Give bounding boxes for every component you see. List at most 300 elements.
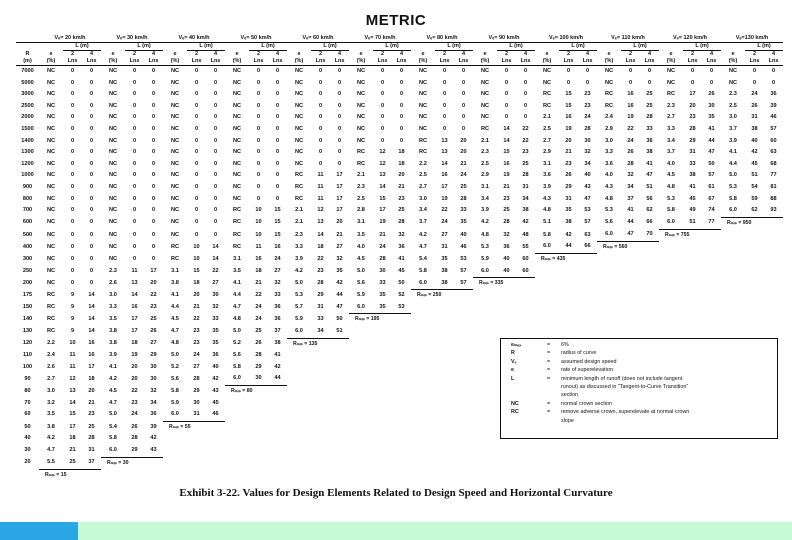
L4-value: 17 — [336, 207, 343, 214]
table-row — [16, 314, 783, 326]
empty-cell — [578, 445, 597, 457]
L4-value: 0 — [337, 137, 342, 144]
empty-cell — [311, 373, 330, 385]
empty-cell — [287, 421, 311, 433]
L4-value: 77 — [702, 217, 721, 229]
empty-cell — [578, 278, 597, 290]
table-row — [16, 254, 783, 266]
e-value: NC — [46, 279, 56, 286]
L4-value: 35 — [212, 340, 219, 347]
L4-value: 55 — [522, 243, 529, 250]
empty-cell — [659, 314, 683, 326]
L2-value: 0 — [380, 68, 385, 74]
empty-cell — [683, 445, 702, 457]
L4-value: 0 — [399, 102, 404, 109]
empty-cell — [435, 373, 454, 385]
empty-cell — [702, 241, 721, 253]
empty-cell — [702, 290, 721, 302]
L2-value: 10 — [193, 243, 200, 250]
L4-value: 42 — [522, 219, 529, 226]
e-value: 6.0 — [101, 445, 125, 457]
L4-value: 36 — [274, 304, 281, 311]
table-row — [16, 147, 783, 159]
L4-value: 33 — [646, 125, 653, 132]
empty-cell — [311, 398, 330, 410]
L4-value: 46 — [206, 409, 225, 421]
L4-value: 0 — [151, 68, 156, 74]
L4-value: 0 — [213, 172, 218, 179]
L4-value: 46 — [770, 114, 777, 121]
L4-value: 70 — [640, 229, 659, 241]
L2-value: 16 — [255, 255, 262, 262]
empty-cell — [473, 314, 497, 326]
L4-value: 0 — [213, 114, 218, 121]
L2-value: 44 — [559, 241, 578, 253]
empty-cell — [721, 457, 745, 469]
radius-cell: 1200 — [21, 160, 34, 167]
L2-value: 9 — [70, 292, 75, 299]
radius-cell: 1500 — [21, 125, 34, 132]
e-value: RC — [418, 137, 428, 144]
e-value: NC — [294, 160, 304, 167]
legend-item — [501, 384, 777, 392]
L2-value: 31 — [751, 114, 758, 121]
e-value: 2.3 — [729, 91, 737, 98]
L2-value: 0 — [70, 137, 75, 144]
empty-cell — [597, 469, 621, 481]
L2-value: 0 — [504, 102, 509, 109]
e-header-blank — [659, 43, 683, 51]
e-header-blank — [225, 43, 249, 51]
e-value: 3.9 — [481, 207, 489, 214]
lane-count: 2 — [256, 51, 261, 57]
L4-value: 57 — [454, 278, 473, 290]
L2-value: 21 — [379, 231, 386, 238]
L4-value: 0 — [275, 137, 280, 144]
e-value: 2.9 — [481, 172, 489, 179]
table-row — [16, 78, 783, 90]
L4-value: 47 — [584, 195, 591, 202]
L4-value: 32 — [212, 304, 219, 311]
e-value: NC — [170, 149, 180, 156]
empty-cell — [392, 457, 411, 469]
e-value: 4.7 — [171, 328, 179, 335]
L4-value: 15 — [274, 231, 281, 238]
speed-header: Vₑ= 110 km/h — [597, 35, 659, 43]
empty-cell — [702, 254, 721, 266]
L2-value: 0 — [690, 68, 695, 74]
empty-cell — [578, 326, 597, 338]
legend-equals: = — [547, 350, 551, 357]
e-value: 4.1 — [109, 363, 117, 370]
e-value: NC — [232, 149, 242, 156]
empty-cell — [249, 409, 268, 421]
empty-cell — [454, 398, 473, 410]
L4-value: 28 — [398, 219, 405, 226]
radius-cell: 3000 — [21, 91, 34, 98]
L2-value: 42 — [751, 149, 758, 156]
L2-value: 0 — [752, 68, 757, 74]
lane-count: 4 — [585, 51, 590, 57]
L4-value: 41 — [708, 125, 715, 132]
L4-value: 15 — [274, 207, 281, 214]
empty-cell — [392, 445, 411, 457]
L2-value: 0 — [70, 160, 75, 167]
L4-value: 25 — [150, 316, 157, 323]
lane-unit: Lns — [578, 58, 597, 66]
empty-cell — [392, 409, 411, 421]
empty-cell — [349, 373, 373, 385]
L2-value: 0 — [194, 195, 199, 202]
legend-equals: = — [547, 367, 551, 374]
L4-value: 38 — [274, 340, 281, 347]
e-value: NC — [108, 243, 118, 250]
e-value: 2.3 — [357, 183, 365, 190]
e-value: NC — [232, 160, 242, 167]
radius-cell: 5000 — [21, 79, 34, 86]
e-value: 5.2 — [233, 340, 241, 347]
lane-unit: Lns — [392, 58, 411, 66]
empty-cell — [659, 445, 683, 457]
lane-count: 2 — [628, 51, 633, 57]
lane-count: 2 — [70, 51, 75, 57]
L4-value: 36 — [646, 137, 653, 144]
empty-cell — [435, 338, 454, 350]
empty-cell — [330, 469, 349, 481]
L4-value: 25 — [88, 423, 95, 430]
L4-value: 45 — [398, 267, 405, 274]
L4-value: 36 — [274, 316, 281, 323]
L4-value: 42 — [150, 435, 157, 442]
L-header: L (m) — [187, 43, 225, 51]
e-value: NC — [108, 183, 118, 190]
lane-count: 4 — [213, 51, 218, 57]
e-header: e — [421, 50, 425, 57]
empty-cell — [497, 445, 516, 457]
L2-value: 0 — [70, 102, 75, 109]
L2-value: 0 — [132, 149, 137, 156]
L2-value: 0 — [752, 79, 757, 86]
L4-value: 0 — [213, 219, 218, 226]
e-value: NC — [480, 79, 490, 86]
e-value: 6.0 — [225, 373, 249, 385]
L4-value: 26 — [150, 328, 157, 335]
table-row — [16, 89, 783, 101]
L2-value: 0 — [70, 243, 75, 250]
L4-value: 57 — [460, 267, 467, 274]
L4-value: 60 — [522, 255, 529, 262]
empty-cell — [454, 314, 473, 326]
L4-value: 0 — [151, 195, 156, 202]
radius-cell — [16, 469, 39, 481]
table-row — [16, 278, 783, 290]
lane-unit: Lns — [640, 58, 659, 66]
L2-value: 0 — [380, 91, 385, 98]
empty-cell — [206, 457, 225, 469]
lane-count: 4 — [771, 51, 776, 57]
e-value: RC — [356, 160, 366, 167]
empty-cell — [163, 469, 187, 481]
empty-cell — [764, 254, 783, 266]
empty-cell — [497, 326, 516, 338]
e-value: 4.8 — [543, 207, 551, 214]
e-value: 2.5 — [543, 125, 551, 132]
L4-value: 35 — [460, 219, 467, 226]
e-value: NC — [46, 149, 56, 156]
empty-cell — [721, 254, 745, 266]
e-value: NC — [170, 114, 180, 121]
empty-cell — [764, 290, 783, 302]
L2-value: 0 — [442, 125, 447, 132]
empty-cell — [559, 326, 578, 338]
legend-item — [501, 359, 777, 367]
L2-value: 0 — [132, 172, 137, 179]
e-value: 4.2 — [481, 219, 489, 226]
L4-value: 60 — [770, 137, 777, 144]
lane-count: 2 — [380, 51, 385, 57]
empty-cell — [454, 433, 473, 445]
e-value: RC — [294, 183, 304, 190]
e-unit: (%) — [163, 58, 187, 66]
radius-cell: 900 — [22, 183, 33, 190]
e-value: 3.2 — [47, 399, 55, 406]
e-header: e — [483, 50, 487, 57]
L4-value: 20 — [336, 219, 343, 226]
e-value: 5.9 — [481, 255, 489, 262]
empty-cell — [745, 266, 764, 278]
e-value: NC — [480, 114, 490, 121]
e-value: RC — [170, 255, 180, 262]
e-value: 2.3 — [295, 231, 303, 238]
legend-symbol: NC — [511, 400, 519, 407]
L2-value: 16 — [503, 160, 510, 167]
L2-value: 9 — [70, 304, 75, 311]
L2-value: 0 — [70, 79, 75, 86]
table-row — [16, 159, 783, 171]
e-value: 3.4 — [667, 137, 675, 144]
e-value: RC — [232, 219, 242, 226]
L2-value: 0 — [194, 207, 199, 214]
legend-description: rate of superelevation — [561, 367, 613, 374]
empty-cell — [349, 362, 373, 374]
empty-cell — [411, 433, 435, 445]
empty-cell — [473, 433, 497, 445]
empty-cell — [516, 290, 535, 302]
empty-cell — [640, 445, 659, 457]
L2-value: 24 — [441, 219, 448, 226]
empty-cell — [454, 469, 473, 481]
radius-cell: 800 — [22, 195, 33, 202]
empty-cell — [392, 421, 411, 433]
L4-value: 53 — [460, 255, 467, 262]
table-row — [16, 302, 783, 314]
e-value: NC — [46, 172, 56, 179]
e-header: e — [173, 50, 177, 57]
e-value: NC — [170, 195, 180, 202]
L4-value: 16 — [88, 352, 95, 359]
L4-value: 81 — [770, 183, 777, 190]
e-value: 5.0 — [357, 267, 365, 274]
e-header-blank — [163, 43, 187, 51]
lane-unit: Lns — [249, 58, 268, 66]
legend-description: section — [561, 392, 579, 399]
empty-cell — [373, 398, 392, 410]
e-unit: (%) — [597, 58, 621, 66]
empty-cell — [683, 266, 702, 278]
empty-cell — [187, 445, 206, 457]
empty-cell — [473, 445, 497, 457]
empty-cell — [702, 326, 721, 338]
L2-value: 16 — [627, 91, 634, 98]
L2-value: 13 — [441, 149, 448, 156]
L4-value: 14 — [88, 304, 95, 311]
e-value: 3.7 — [729, 125, 737, 132]
empty-cell — [659, 278, 683, 290]
e-value: 3.5 — [233, 267, 241, 274]
L2-value: 31 — [689, 149, 696, 156]
L2-value: 49 — [689, 207, 696, 214]
L4-value: 63 — [584, 231, 591, 238]
e-value: 4.2 — [47, 435, 55, 442]
legend-item — [501, 418, 777, 426]
empty-cell — [721, 241, 745, 253]
empty-cell — [311, 350, 330, 362]
L4-value: 0 — [337, 160, 342, 167]
L2-value: 16 — [441, 172, 448, 179]
empty-cell — [311, 362, 330, 374]
L2-value: 29 — [689, 137, 696, 144]
L2-value: 19 — [627, 114, 634, 121]
e-value: 4.8 — [171, 340, 179, 347]
L2-value: 28 — [379, 255, 386, 262]
L2-value: 0 — [504, 114, 509, 121]
empty-cell — [287, 386, 311, 398]
empty-cell — [473, 290, 497, 302]
L4-value: 21 — [398, 183, 405, 190]
L4-value: 0 — [709, 68, 714, 74]
e-value: 3.1 — [481, 183, 489, 190]
e-value: RC — [294, 172, 304, 179]
L2-value: 0 — [132, 231, 137, 238]
L4-value: 0 — [213, 195, 218, 202]
L2-value: 33 — [317, 316, 324, 323]
L2-value: 42 — [565, 231, 572, 238]
empty-cell — [249, 445, 268, 457]
L2-value: 13 — [131, 279, 138, 286]
e-value: 5.4 — [419, 255, 427, 262]
e-value: 2.6 — [109, 279, 117, 286]
legend-symbol: RC — [511, 409, 519, 416]
L2-value: 45 — [751, 160, 758, 167]
e-value: RC — [294, 195, 304, 202]
lane-count: 2 — [752, 51, 757, 57]
L4-value: 18 — [88, 375, 95, 382]
empty-cell — [330, 398, 349, 410]
L2-value: 13 — [317, 219, 324, 226]
empty-cell — [411, 302, 435, 314]
e-value: 3.9 — [109, 352, 117, 359]
table-row — [16, 217, 783, 229]
L4-value: 67 — [708, 195, 715, 202]
e-value: 5.8 — [667, 207, 675, 214]
L2-value: 41 — [627, 207, 634, 214]
empty-cell — [411, 457, 435, 469]
L2-value: 14 — [503, 125, 510, 132]
L2-value: 14 — [69, 399, 76, 406]
L2-value: 26 — [627, 149, 634, 156]
L2-value: 38 — [751, 125, 758, 132]
e-header: e — [607, 50, 611, 57]
empty-cell — [559, 266, 578, 278]
e-value: 4.8 — [605, 195, 613, 202]
L4-value: 0 — [337, 79, 342, 86]
L2-value: 34 — [627, 183, 634, 190]
empty-cell — [454, 326, 473, 338]
empty-cell — [349, 409, 373, 421]
e-value: 3.1 — [233, 255, 241, 262]
e-value: NC — [418, 91, 428, 98]
table-row — [16, 229, 783, 241]
L4-value: 57 — [708, 172, 715, 179]
L-header: L (m) — [373, 43, 411, 51]
e-value: 3.3 — [109, 304, 117, 311]
L2-value: 30 — [193, 399, 200, 406]
L4-value: 23 — [398, 195, 405, 202]
e-value: RC — [480, 125, 490, 132]
empty-cell — [597, 302, 621, 314]
L2-value: 20 — [193, 292, 200, 299]
e-value: NC — [294, 102, 304, 109]
L4-value: 0 — [89, 160, 94, 167]
L2-value: 21 — [69, 447, 76, 454]
L4-value: 0 — [213, 91, 218, 98]
empty-cell — [745, 445, 764, 457]
speed-header: Vₑ= 70 km/h — [349, 35, 411, 43]
empty-cell — [578, 314, 597, 326]
e-header: e — [235, 50, 239, 57]
legend-description: normal crown section — [561, 400, 612, 407]
empty-cell — [287, 398, 311, 410]
e-value: RC — [604, 102, 614, 109]
empty-cell — [411, 373, 435, 385]
empty-cell — [597, 254, 621, 266]
lane-count: 4 — [151, 51, 156, 57]
L2-value: 14 — [131, 292, 138, 299]
e-value: NC — [356, 91, 366, 98]
L2-value: 0 — [132, 79, 137, 86]
L-header: L (m) — [63, 43, 101, 51]
table-row — [16, 66, 783, 78]
e-value: NC — [232, 137, 242, 144]
radius-cell: 500 — [22, 231, 33, 238]
empty-cell — [764, 278, 783, 290]
L2-value: 34 — [311, 326, 330, 338]
lane-unit: Lns — [702, 58, 721, 66]
e-value: NC — [108, 114, 118, 121]
L4-value: 0 — [89, 91, 94, 98]
L4-value: 41 — [646, 160, 653, 167]
e-value: 3.5 — [47, 411, 55, 418]
e-value: NC — [108, 137, 118, 144]
empty-cell — [268, 457, 287, 469]
L2-value: 15 — [379, 195, 386, 202]
empty-cell — [435, 398, 454, 410]
legend-item — [501, 409, 777, 417]
empty-cell — [125, 469, 144, 481]
speed-header: Vₑ= 100 km/h — [535, 35, 597, 43]
empty-cell — [435, 469, 454, 481]
e-value: NC — [170, 160, 180, 167]
